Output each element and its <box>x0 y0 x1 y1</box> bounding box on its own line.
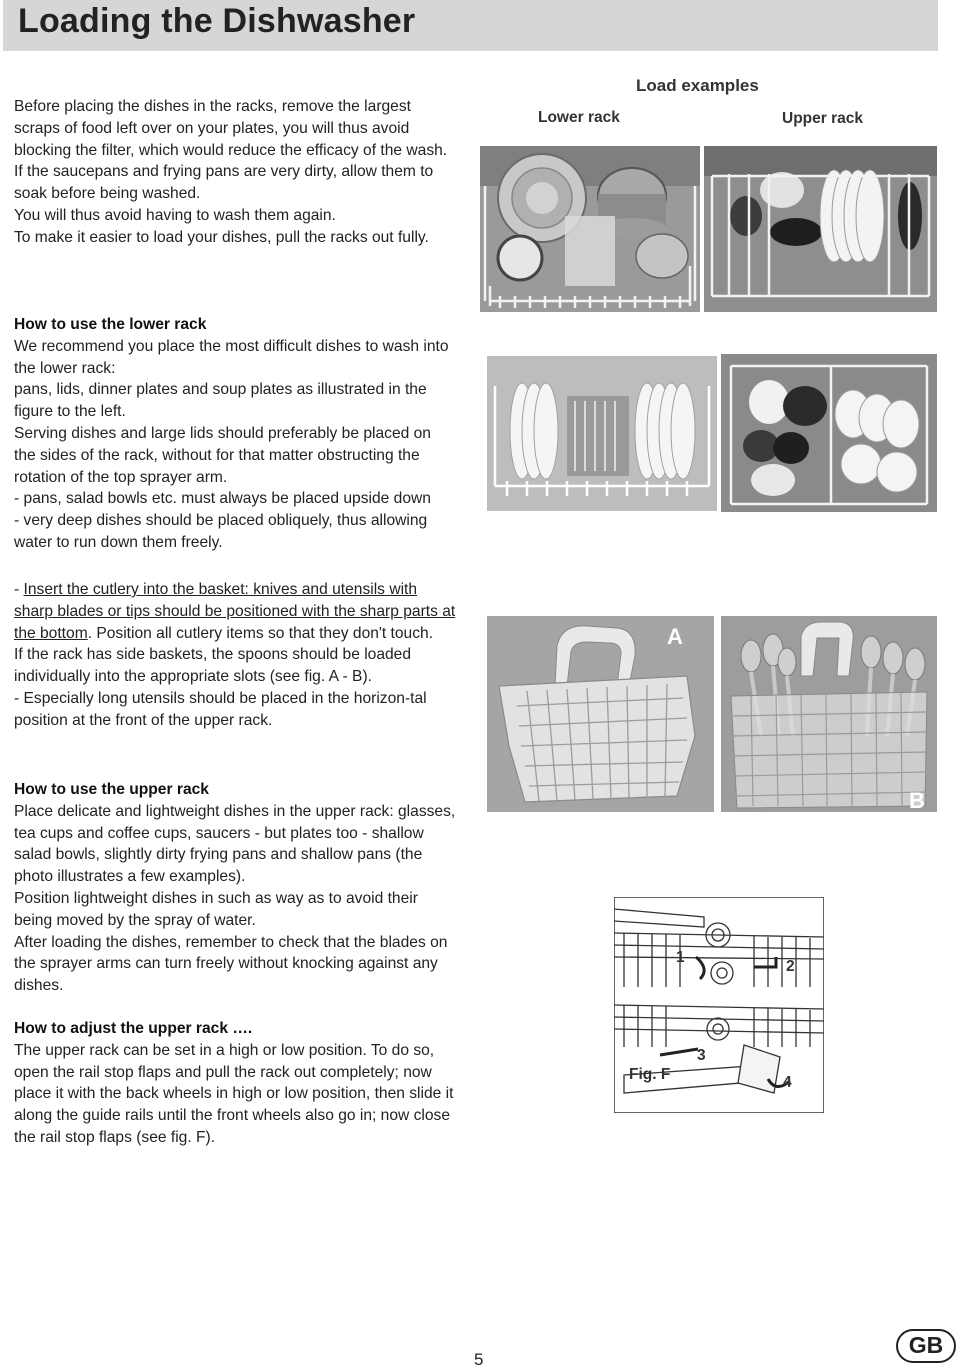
cutlery-prefix: - <box>14 581 24 598</box>
intro-section <box>14 96 456 249</box>
figure-f-step-2: 2 <box>786 958 795 975</box>
upper-rack-label: Upper rack <box>782 110 863 127</box>
adjust-paragraph: The upper rack can be set in a high or low position. To do so, open the rail stop flaps and pull the rack out completely; now place it with the back wheels in high or low position, then slide it along the guide rails until the front wheels also go in; now close the rail stop flaps (see fig. F). <box>14 1041 454 1146</box>
lower-rack-paragraph: pans, lids, dinner plates and soup plates as illustrated in the figure to the left. <box>14 381 427 421</box>
figure-b-label: B <box>909 788 925 813</box>
upper-rack-cups-photo <box>721 354 937 512</box>
figure-f-step-1: 1 <box>676 949 685 966</box>
lower-rack-heading: How to use the lower rack <box>14 316 207 333</box>
upper-rack-section <box>14 779 456 997</box>
cutlery-paragraph: - Especially long utensils should be placed in the horizon-tal position at the front of the upper rack. <box>14 689 427 729</box>
upper-rack-paragraph: After loading the dishes, remember to check that the blades on the sprayer arms can turn freely without knocking against any dishes. <box>14 933 448 995</box>
lower-rack-label: Lower rack <box>538 109 620 126</box>
cutlery-section <box>14 579 456 732</box>
lower-rack-pans-photo <box>480 146 700 312</box>
intro-paragraph: Before placing the dishes in the racks, remove the largest scraps of food left over on your plates, you will thus avoid blocking the filter, which would reduce the efficacy of the wash. <box>14 98 448 159</box>
language-badge: GB <box>896 1329 956 1363</box>
upper-rack-dishes-photo <box>704 146 937 312</box>
cutlery-instruction <box>14 579 456 644</box>
upper-rack-paragraph: Place delicate and lightweight dishes in the upper rack: glasses, tea cups and coffee cups, saucers - but plates too - shallow salad bowls, slightly dirty frying pans and shallow pans (the photo illustrates a few examples). <box>14 802 456 886</box>
lower-rack-plates-photo <box>487 356 717 511</box>
cutlery-underlined-text: Insert the cutlery into the basket: knives and utensils with sharp blades or tips should be positioned with the sharp parts at the bottom <box>14 581 456 642</box>
intro-paragraph: You will thus avoid having to wash them again. <box>14 206 336 224</box>
title-bar <box>3 0 938 51</box>
adjust-heading: How to adjust the upper rack …. <box>14 1020 253 1037</box>
page-title: Loading the Dishwasher <box>18 2 416 40</box>
page-number: 5 <box>474 1350 484 1367</box>
figure-f-label: Fig. F <box>629 1066 671 1083</box>
lower-rack-paragraph: Serving dishes and large lids should preferably be placed on the sides of the rack, without for that matter obstructing the rotation of the top sprayer arm. <box>14 424 431 486</box>
figure-f-step-4: 4 <box>783 1074 792 1091</box>
adjust-section <box>14 1018 456 1149</box>
cutlery-paragraph: If the rack has side baskets, the spoons should be loaded individually into the appropriate slots (see fig. A - B). <box>14 646 412 686</box>
intro-paragraph: To make it easier to load your dishes, pull the racks out fully. <box>14 228 429 246</box>
lower-rack-paragraph: - very deep dishes should be placed obliquely, thus allowing water to run down them freely. <box>14 512 428 551</box>
cutlery-rest-text: . Position all cutlery items so that they don't touch. <box>87 624 434 642</box>
figure-f-step-3: 3 <box>697 1047 706 1064</box>
lower-rack-paragraph: We recommend you place the most difficult dishes to wash into the lower rack: <box>14 337 449 377</box>
figure-b-cutlery-basket-loaded <box>721 616 937 812</box>
upper-rack-paragraph: Position lightweight dishes in such as way as to avoid their being moved by the spray of water. <box>14 889 418 929</box>
lower-rack-section <box>14 314 456 554</box>
figure-a-label: A <box>667 624 683 649</box>
intro-paragraph: If the saucepans and frying pans are very dirty, allow them to soak before being washed. <box>14 163 434 203</box>
upper-rack-heading: How to use the upper rack <box>14 781 209 798</box>
lower-rack-paragraph: - pans, salad bowls etc. must always be placed upside down <box>14 490 431 508</box>
load-examples-label: Load examples <box>636 76 759 95</box>
